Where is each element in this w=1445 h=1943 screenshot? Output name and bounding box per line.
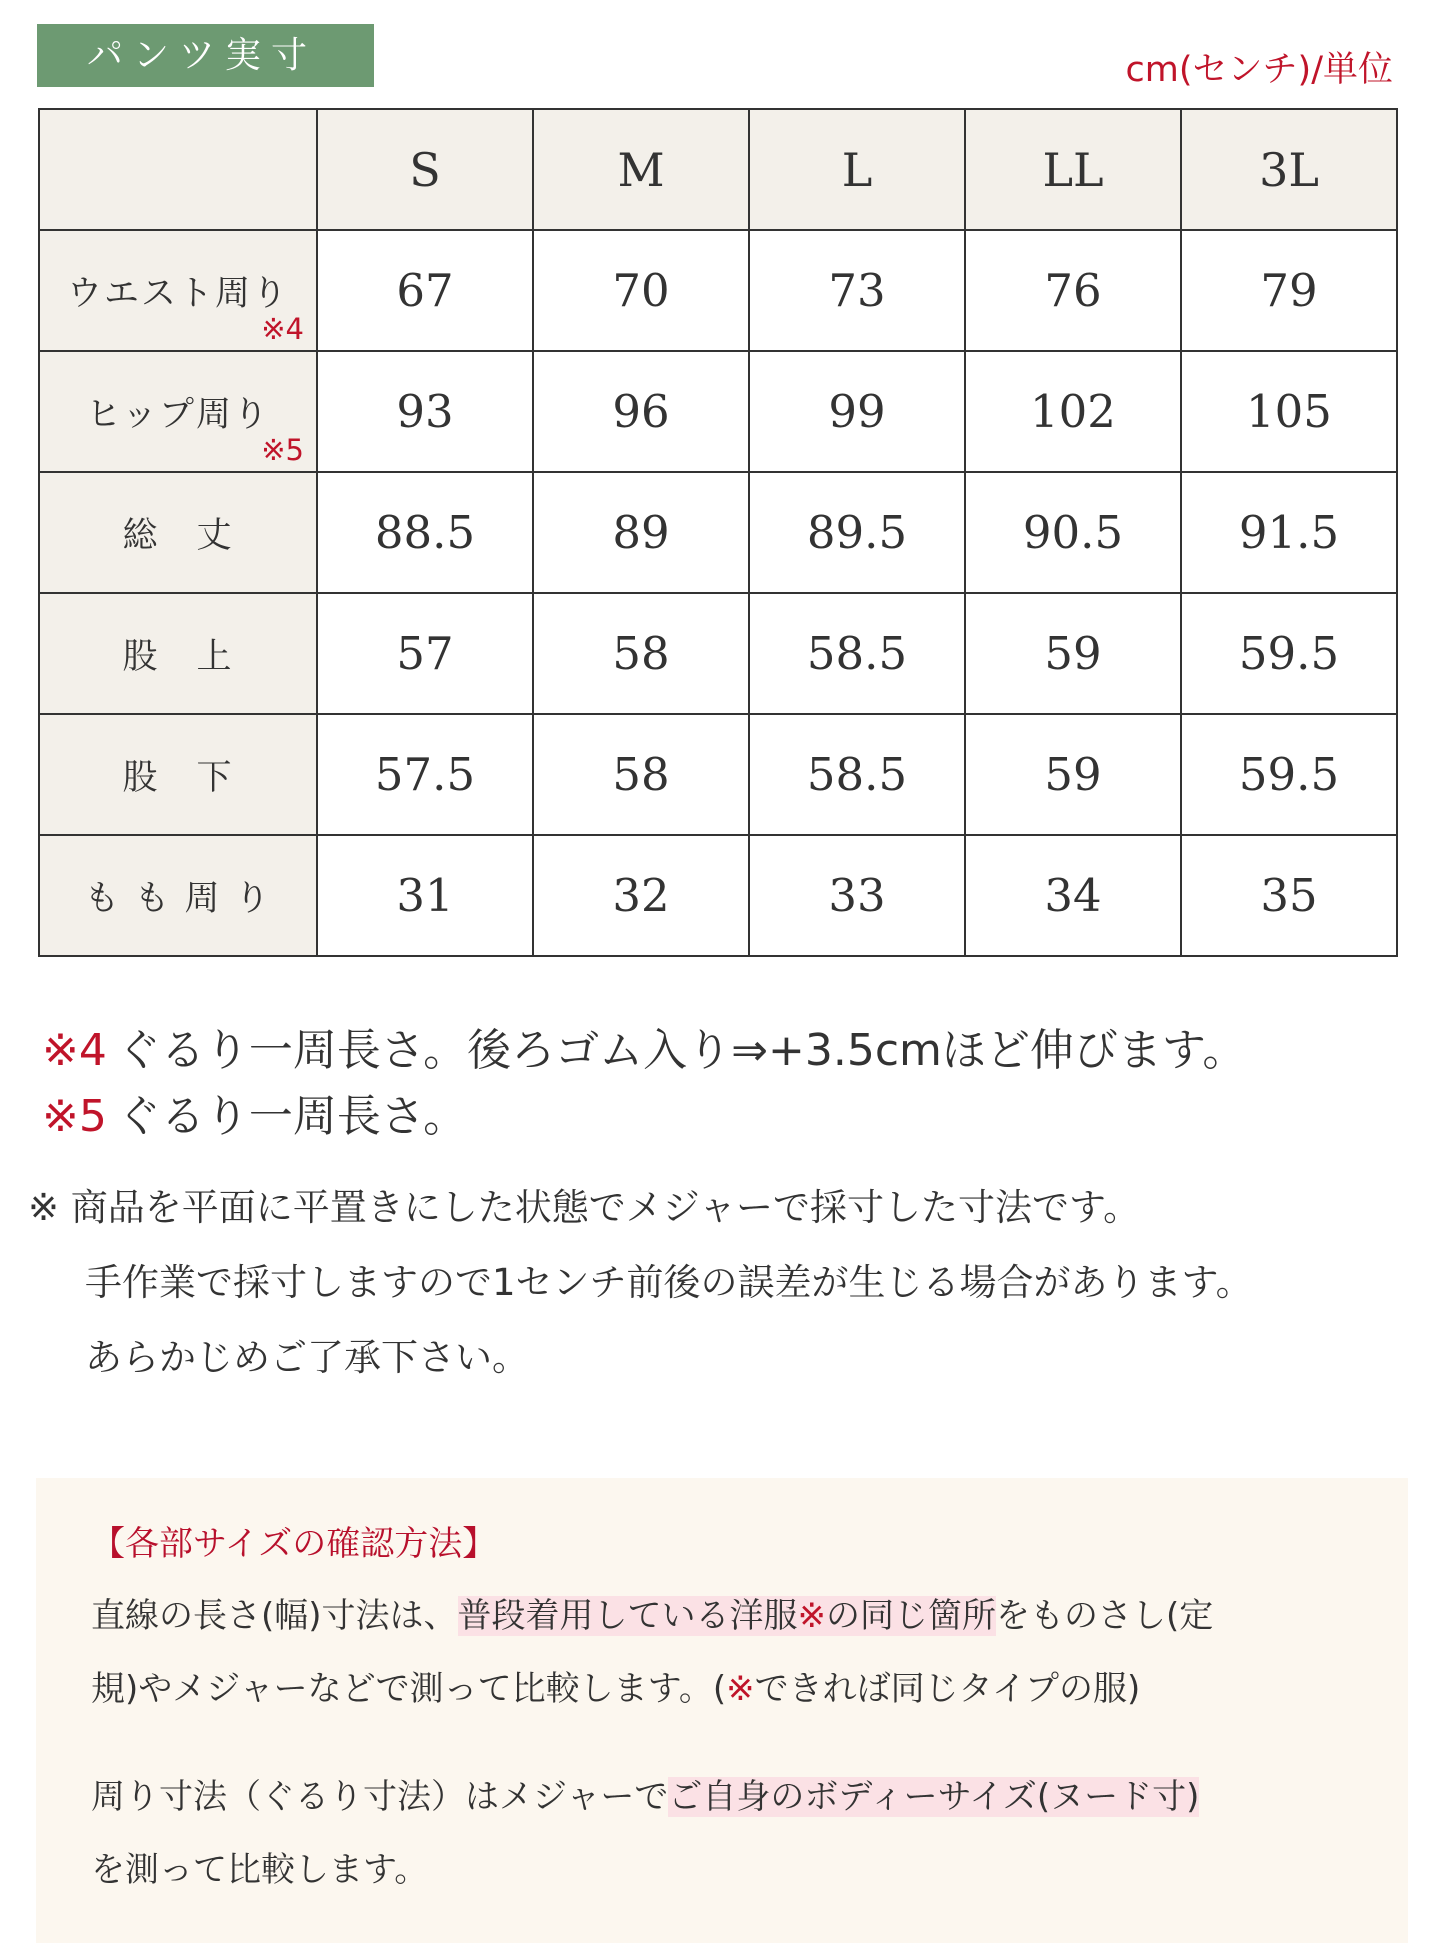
value-cell: 79 — [1181, 230, 1397, 351]
value-cell: 58.5 — [749, 593, 965, 714]
guide-text: 周り寸法（ぐるり寸法）はメジャーで — [91, 1777, 669, 1817]
size-header: S — [317, 109, 533, 230]
size-header: LL — [965, 109, 1181, 230]
guide-text: 直線の長さ(幅)寸法は、 — [91, 1596, 458, 1636]
value-cell: 70 — [533, 230, 749, 351]
guide-highlight — [458, 1596, 997, 1636]
disclaimer — [28, 1170, 1438, 1395]
row-label: ウエスト周り — [66, 273, 289, 314]
value-cell: 73 — [749, 230, 965, 351]
value-cell: 35 — [1181, 835, 1397, 956]
value-cell: 57 — [317, 593, 533, 714]
size-table — [38, 108, 1398, 957]
note-text: ぐるり一周長さ。 — [116, 1091, 468, 1142]
row-label: 総 丈 — [122, 515, 234, 556]
table-row — [39, 835, 1397, 956]
value-cell: 58 — [533, 714, 749, 835]
value-cell: 93 — [317, 351, 533, 472]
disclaimer-text: 商品を平面に平置きにした状態でメジャーで採寸した寸法です。 — [70, 1186, 1141, 1229]
value-cell: 76 — [965, 230, 1181, 351]
row-note-mark: ※4 — [261, 312, 304, 346]
size-check-guide — [36, 1478, 1408, 1943]
value-cell: 105 — [1181, 351, 1397, 472]
value-cell: 90.5 — [965, 472, 1181, 593]
value-cell: 59 — [965, 593, 1181, 714]
value-cell: 31 — [317, 835, 533, 956]
value-cell: 59 — [965, 714, 1181, 835]
guide-text: できれば同じタイプの服) — [754, 1669, 1141, 1709]
size-header: 3L — [1181, 109, 1397, 230]
row-label-cell — [39, 593, 317, 714]
table-corner-cell — [39, 109, 317, 230]
table-row — [39, 714, 1397, 835]
note-line — [42, 1018, 1246, 1084]
value-cell: 89 — [533, 472, 749, 593]
value-cell: 58.5 — [749, 714, 965, 835]
row-label: も も 周 り — [84, 878, 272, 919]
guide-text: 普段着用している洋服 — [457, 1596, 798, 1636]
unit-label: cm(センチ)/単位 — [1125, 50, 1393, 90]
guide-paragraph-straight — [91, 1580, 1391, 1726]
note-mark: ※5 — [42, 1091, 107, 1142]
note-text: ぐるり一周長さ。後ろゴム入り⇒+3.5cmほど伸びます。 — [116, 1025, 1247, 1076]
value-cell: 102 — [965, 351, 1181, 472]
row-label-cell — [39, 714, 317, 835]
value-cell: 89.5 — [749, 472, 965, 593]
row-note-mark: ※5 — [261, 433, 304, 467]
guide-text: の同じ箇所 — [826, 1596, 997, 1636]
value-cell: 32 — [533, 835, 749, 956]
value-cell: 59.5 — [1181, 593, 1397, 714]
disclaimer-mark: ※ — [28, 1186, 60, 1229]
value-cell: 88.5 — [317, 472, 533, 593]
row-label-cell — [39, 835, 317, 956]
disclaimer-line — [28, 1170, 1438, 1245]
value-cell: 67 — [317, 230, 533, 351]
note-line — [42, 1084, 1246, 1150]
row-label-cell — [39, 230, 317, 351]
value-cell: 57.5 — [317, 714, 533, 835]
size-header: L — [749, 109, 965, 230]
table-header-row — [39, 109, 1397, 230]
disclaimer-line: あらかじめご了承下さい。 — [85, 1336, 529, 1379]
value-cell: 33 — [749, 835, 965, 956]
guide-mark: ※ — [797, 1596, 827, 1636]
guide-highlight: ご自身のボディーサイズ(ヌード寸) — [668, 1777, 1200, 1817]
value-cell: 58 — [533, 593, 749, 714]
table-row — [39, 230, 1397, 351]
guide-paragraph-girth — [91, 1761, 1391, 1907]
row-label: 股 下 — [122, 757, 234, 798]
guide-mark: ※ — [726, 1669, 755, 1709]
value-cell: 59.5 — [1181, 714, 1397, 835]
guide-text: をものさし(定 — [996, 1596, 1214, 1636]
value-cell: 99 — [749, 351, 965, 472]
table-row — [39, 351, 1397, 472]
measurement-notes — [42, 1018, 1246, 1150]
row-label-cell — [39, 351, 317, 472]
guide-text: を測って比較します。 — [91, 1850, 429, 1890]
page-title: パンツ実寸 — [37, 24, 374, 87]
value-cell: 34 — [965, 835, 1181, 956]
guide-title: 【各部サイズの確認方法】 — [91, 1524, 497, 1564]
value-cell: 96 — [533, 351, 749, 472]
row-label: 股 上 — [122, 636, 234, 677]
row-label-cell — [39, 472, 317, 593]
value-cell: 91.5 — [1181, 472, 1397, 593]
guide-text: 規)やメジャーなどで測って比較します。( — [91, 1669, 727, 1709]
size-header: M — [533, 109, 749, 230]
note-mark: ※4 — [42, 1025, 107, 1076]
disclaimer-line: 手作業で採寸しますので1センチ前後の誤差が生じる場合があります。 — [85, 1261, 1253, 1304]
row-label: ヒップ周り — [86, 394, 270, 435]
table-row — [39, 472, 1397, 593]
table-row — [39, 593, 1397, 714]
